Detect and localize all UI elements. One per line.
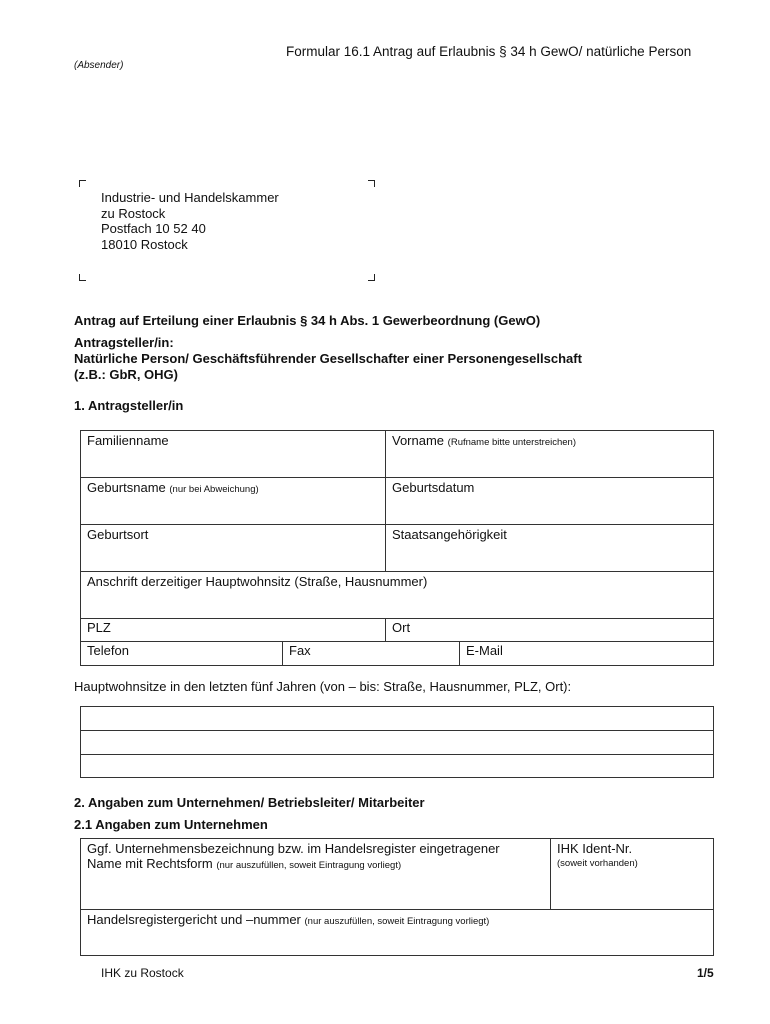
field-label: Vorname [392, 433, 445, 448]
field-label: PLZ [87, 620, 111, 635]
main-heading: Antrag auf Erteilung einer Erlaubnis § 34 h Abs. 1 Gewerbeordnung (GewO) [74, 313, 541, 328]
field-note: (soweit vorhanden) [557, 858, 638, 869]
field-ort[interactable] [386, 619, 713, 642]
field-anschrift[interactable] [81, 572, 713, 619]
field-label: Telefon [87, 643, 129, 658]
recipient-line: zu Rostock [101, 205, 166, 221]
field-fax[interactable] [283, 642, 460, 665]
field-note: (Rufname bitte unterstreichen) [447, 437, 576, 448]
field-label: Anschrift derzeitiger Hauptwohnsitz (Straße, Hausnummer) [87, 574, 428, 589]
form-title: Formular 16.1 Antrag auf Erlaubnis § 34 h GewO/ natürliche Person [286, 44, 692, 59]
field-label: Familienname [87, 433, 169, 448]
address-corner-top-right [368, 180, 375, 187]
field-company-name[interactable] [81, 839, 551, 910]
field-vorname[interactable] [386, 431, 713, 478]
applicant-heading [74, 335, 582, 383]
field-plz[interactable] [81, 619, 386, 642]
field-geburtsdatum[interactable] [386, 478, 713, 525]
residences-table [80, 706, 714, 778]
address-corner-top-left [79, 180, 86, 187]
field-label: Staatsangehörigkeit [392, 527, 507, 542]
field-label: Ort [392, 620, 411, 635]
field-note: (nur auszufüllen, soweit Eintragung vorliegt) [304, 916, 490, 927]
applicant-heading-line: (z.B.: GbR, OHG) [74, 367, 178, 382]
residences-label: Hauptwohnsitze in den letzten fünf Jahren (von – bis: Straße, Hausnummer, PLZ, Ort): [74, 679, 572, 694]
field-familienname[interactable] [81, 431, 386, 478]
field-staatsangehoerigkeit[interactable] [386, 525, 713, 572]
recipient-line: Postfach 10 52 40 [101, 221, 206, 236]
applicant-form-table [80, 430, 714, 666]
recipient-address [101, 190, 279, 252]
field-geburtsort[interactable] [81, 525, 386, 572]
field-note: (nur bei Abweichung) [169, 484, 259, 495]
field-label: Handelsregistergericht und –nummer [87, 912, 301, 927]
section-2-heading: 2. Angaben zum Unternehmen/ Betriebsleiter/ Mitarbeiter [74, 795, 425, 810]
field-label: IHK Ident-Nr. [557, 841, 633, 856]
field-label-continued [87, 856, 544, 873]
applicant-heading-line: Antragsteller/in: [74, 335, 174, 350]
field-ihk-ident[interactable] [551, 839, 713, 910]
company-form-table [80, 838, 714, 956]
recipient-line: 18010 Rostock [101, 236, 188, 252]
address-corner-bottom-left [79, 274, 86, 281]
residence-row[interactable] [81, 731, 713, 755]
applicant-heading-line: Natürliche Person/ Geschäftsführender Gesellschafter einer Personengesellschaft [74, 351, 582, 366]
residence-row[interactable] [81, 755, 713, 777]
field-label: Geburtsname [87, 480, 166, 495]
field-email[interactable] [460, 642, 713, 665]
field-handelsregister[interactable] [81, 910, 713, 955]
footer-organization: IHK zu Rostock [101, 966, 184, 980]
field-label: Name mit Rechtsform [87, 856, 213, 871]
sender-label: (Absender) [74, 60, 124, 71]
section-1-heading: 1. Antragsteller/in [74, 398, 184, 413]
residence-row[interactable] [81, 707, 713, 731]
section-2-1-heading: 2.1 Angaben zum Unternehmen [74, 817, 268, 832]
recipient-line: Industrie- und Handelskammer [101, 190, 279, 205]
field-geburtsname[interactable] [81, 478, 386, 525]
address-corner-bottom-right [368, 274, 375, 281]
field-telefon[interactable] [81, 642, 283, 665]
field-label: Fax [289, 643, 311, 658]
field-note: (nur auszufüllen, soweit Eintragung vorliegt) [216, 860, 402, 871]
field-label: E-Mail [466, 643, 503, 658]
field-label: Geburtsort [87, 527, 149, 542]
field-label: Ggf. Unternehmensbezeichnung bzw. im Handelsregister eingetragener [87, 841, 500, 856]
page-number: 1/5 [697, 966, 714, 980]
field-label: Geburtsdatum [392, 480, 475, 495]
